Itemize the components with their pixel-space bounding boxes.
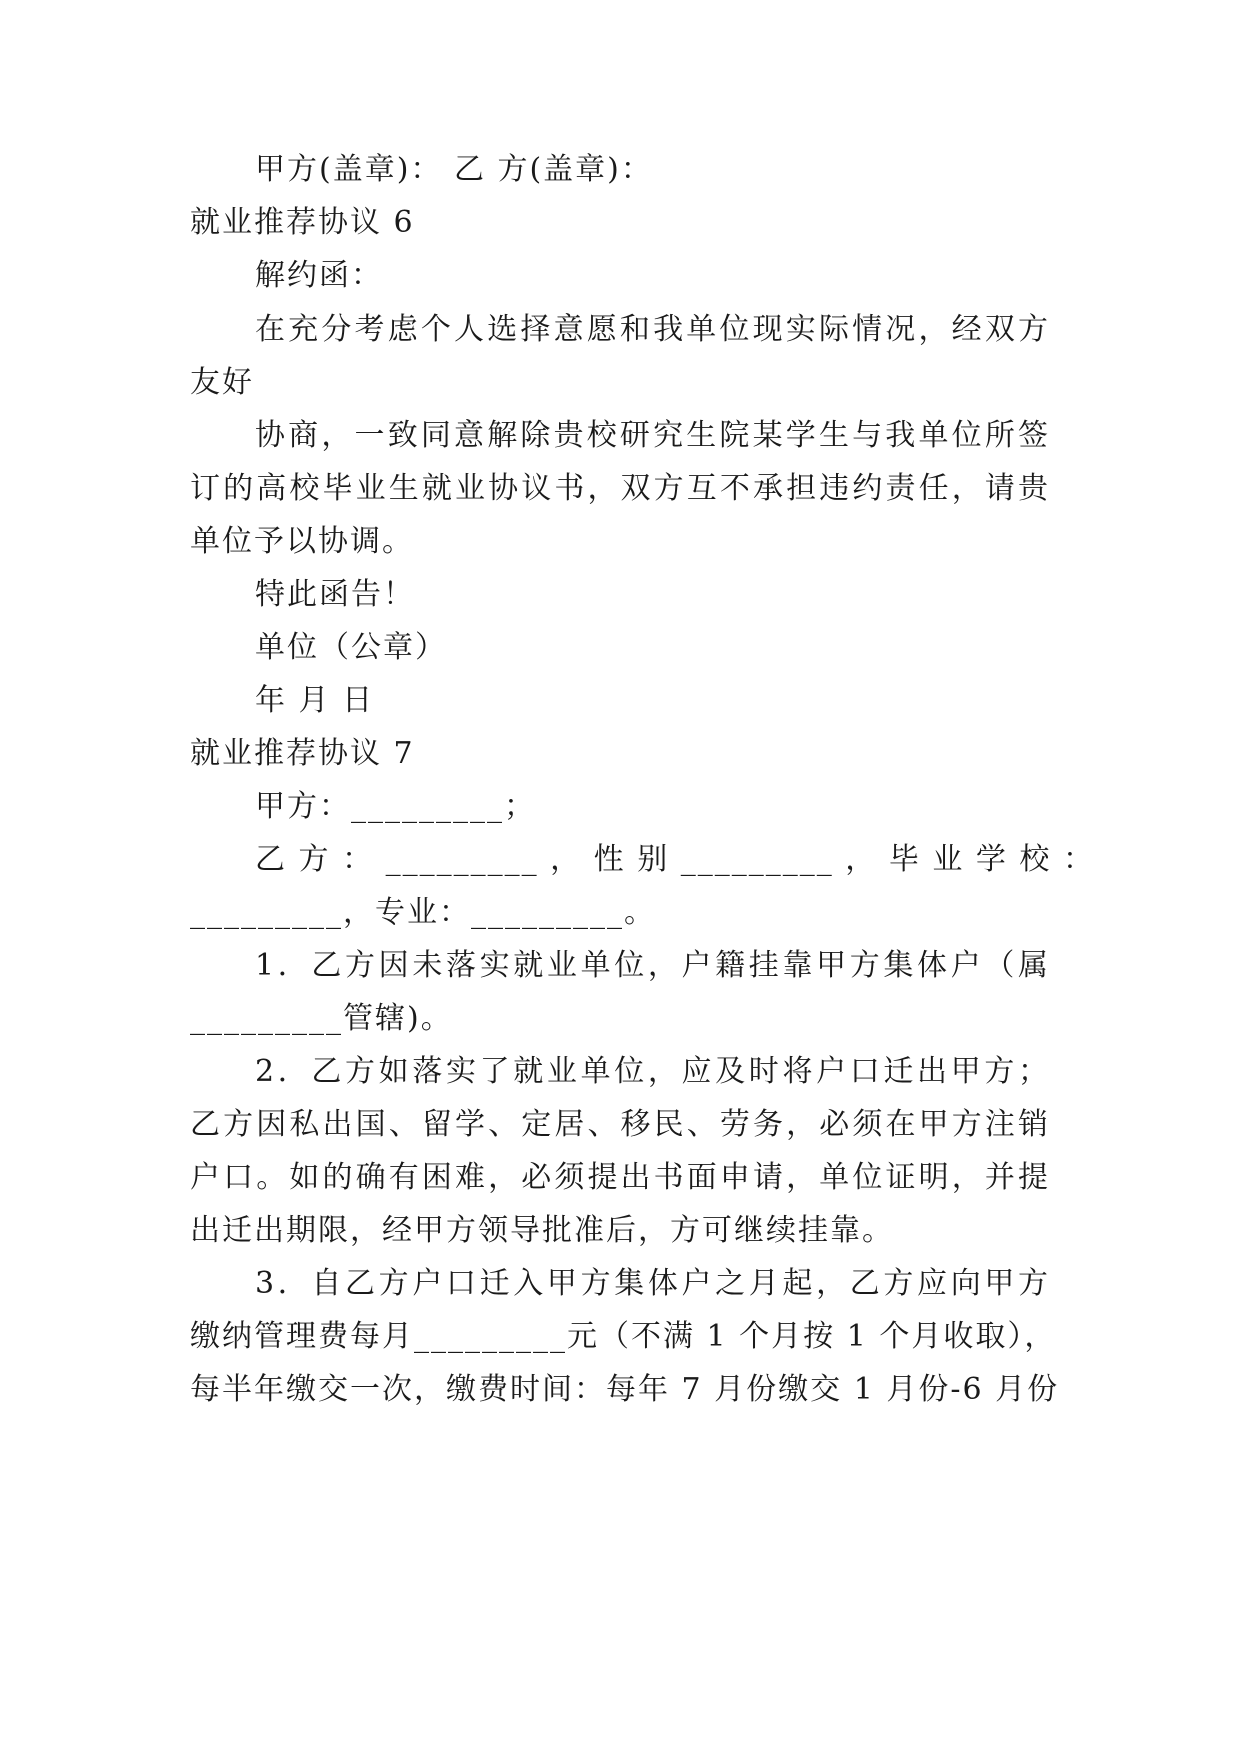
party-b-line: 乙 方 ： _________ ， 性 别 _________ ， 毕 业 学 校 ： (255, 842, 1095, 877)
date-line: 年 月 日 (255, 683, 375, 718)
clause-2-line: 2．乙方如落实了就业单位，应及时将户口迁出甲方； (255, 1054, 1050, 1089)
paragraph-line: 协商，一致同意解除贵校研究生院某学生与我单位所签 (255, 418, 1050, 453)
letter-title: 解约函： (255, 258, 383, 293)
clause-2-line-cont: 户口。如的确有困难，必须提出书面申请，单位证明，并提 (190, 1160, 1050, 1195)
paragraph-line: 单位予以协调。 (190, 524, 414, 559)
party-b-line-cont: _________，专业：_________。 (190, 895, 656, 930)
clause-2-line-cont: 出迁出期限，经甲方领导批准后，方可继续挂靠。 (190, 1213, 894, 1248)
paragraph-line: 友好 (190, 365, 254, 400)
clause-2-line-cont: 乙方因私出国、留学、定居、移民、劳务，必须在甲方注销 (190, 1107, 1050, 1142)
clause-3-line-cont: 每半年缴交一次，缴费时间：每年 7 月份缴交 1 月份-6 月份 (190, 1372, 1060, 1407)
unit-seal-line: 单位（公章） (255, 630, 447, 665)
clause-1-line-cont: _________管辖)。 (190, 1001, 453, 1036)
party-a-line: 甲方：_________； (255, 789, 536, 824)
paragraph-line: 在充分考虑个人选择意愿和我单位现实际情况，经双方 (255, 312, 1050, 347)
closing-line: 特此函告！ (255, 577, 415, 612)
signature-line: 甲方(盖章)： 乙 方(盖章)： (255, 152, 653, 187)
clause-3-line-cont: 缴纳管理费每月_________元（不满 1 个月按 1 个月收取）， (190, 1319, 1057, 1354)
clause-3-line: 3．自乙方户口迁入甲方集体户之月起，乙方应向甲方 (255, 1266, 1050, 1301)
section-heading-7: 就业推荐协议 7 (190, 736, 415, 771)
clause-1-line: 1．乙方因未落实就业单位，户籍挂靠甲方集体户（属 (255, 948, 1050, 983)
section-heading-6: 就业推荐协议 6 (190, 205, 415, 240)
paragraph-line: 订的高校毕业生就业协议书，双方互不承担违约责任，请贵 (190, 471, 1050, 506)
